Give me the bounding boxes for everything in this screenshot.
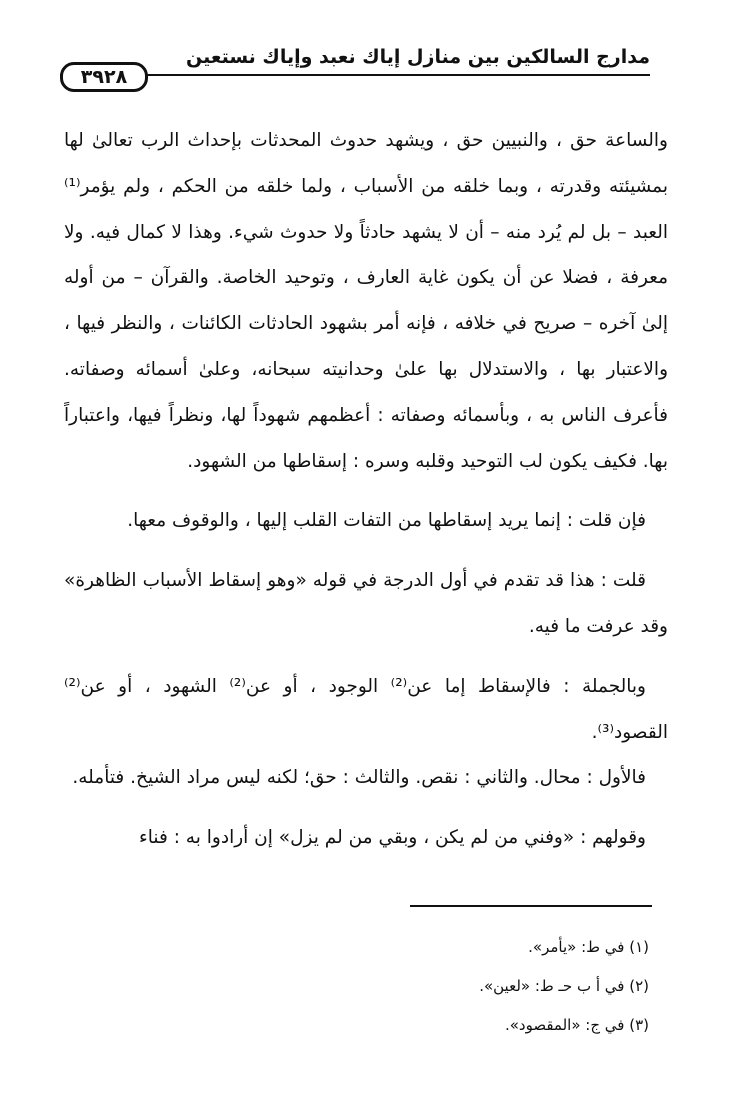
- footnote-1: (١) في ط: «يأمر».: [528, 938, 649, 956]
- paragraph-3: قلت : هذا قد تقدم في أول الدرجة في قوله «وهو إسقاط الأسباب الظاهرة» وقد عرفت ما فيه.: [64, 570, 668, 637]
- footnotes: [149, 928, 649, 1045]
- paragraph-4: وبالجملة : فالإسقاط إما عن⁽²⁾ الوجود ، أو عن⁽²⁾ الشهود ، أو عن⁽²⁾ القصود⁽³⁾.: [64, 675, 668, 743]
- running-header: [60, 40, 650, 88]
- paragraph-1: والساعة حق ، والنبيين حق ، ويشهد حدوث المحدثات بإحداث الرب تعالىٰ لها بمشيئته وقدرته ، وبما خلقه من الأسباب ، ولما خلقه من الحكم ، ولم يؤمر⁽¹⁾ العبد – بل لم يُرد منه – أن لا يشهد حادثاً ولا حدوث شيء. وهذا لا كمال فيه. ولا معرفة ، فضلا عن أن يكون غاية العارف ، وتوحيد الخاصة. والقرآن – من أوله إلىٰ آخره – صريح في خلافه ، فإنه أمر بشهود الحادثات الكائنات ، والنظر فيها ، والاعتبار بها ، والاستدلال بها علىٰ وحدانيته سبحانه، وعلىٰ أسمائه وصفاته. فأعرف الناس به ، وبأسمائه وصفاته : أعظمهم شهوداً لها، ونظراً فيها، واعتباراً بها. فكيف يكون لب التوحيد وقلبه وسره : إسقاطها من الشهود.: [64, 130, 668, 472]
- footnote-2: (٢) في أ ب حـ ط: «لعين».: [479, 977, 649, 995]
- paragraph-5: فالأول : محال. والثاني : نقص. والثالث : حق؛ لكنه ليس مراد الشيخ. فتأمله.: [72, 767, 646, 789]
- paragraph-6: وقولهم : «وفني من لم يكن ، وبقي من لم يزل» إن أرادوا به : فناء: [139, 827, 646, 849]
- paragraph-2: فإن قلت : إنما يريد إسقاطها من التفات القلب إليها ، والوقوف معها.: [127, 510, 646, 532]
- main-text: [64, 118, 668, 861]
- page-number: ٣٩٢٨: [60, 62, 148, 92]
- footnote-3: (٣) في ج: «المقصود».: [504, 1016, 649, 1034]
- book-title: مدارج السالكين بين منازل إياك نعبد وإياك نستعين: [186, 46, 650, 68]
- footnote-separator: [410, 905, 652, 907]
- header-rule: [60, 74, 650, 76]
